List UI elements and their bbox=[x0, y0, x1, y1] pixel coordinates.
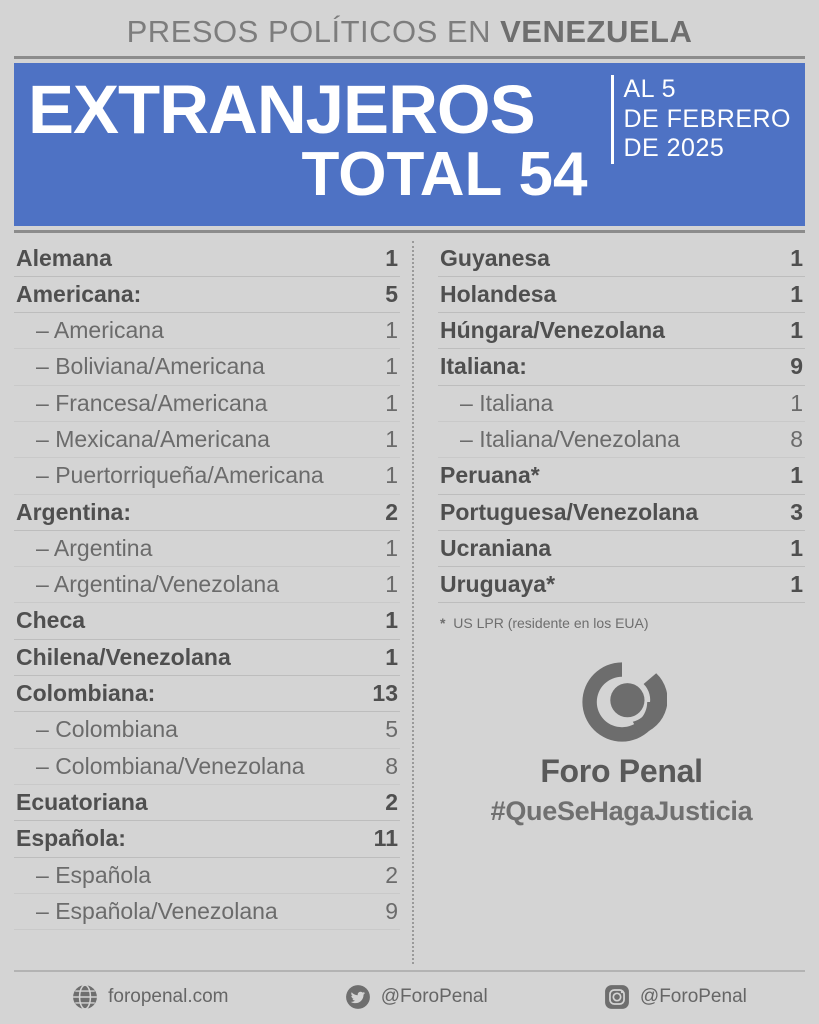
row-value: 5 bbox=[385, 280, 398, 307]
table-row bbox=[14, 495, 400, 531]
date-line-3: DE 2025 bbox=[623, 134, 725, 162]
table-row bbox=[438, 495, 805, 531]
table-row bbox=[14, 640, 400, 676]
table-row bbox=[14, 422, 400, 458]
row-value: 1 bbox=[385, 607, 398, 634]
row-value: 1 bbox=[790, 244, 803, 271]
row-value: 1 bbox=[790, 534, 803, 561]
table-row bbox=[438, 277, 805, 313]
table-row bbox=[14, 821, 400, 857]
title-banner bbox=[14, 63, 805, 226]
footer-website-label: foropenal.com bbox=[108, 986, 229, 1007]
row-value: 1 bbox=[385, 425, 398, 452]
date-line-2: DE FEBRERO bbox=[623, 104, 791, 133]
table-row bbox=[14, 749, 400, 785]
row-label: – Puertorriqueña/Americana bbox=[36, 463, 324, 488]
row-label: Ecuatoriana bbox=[16, 788, 148, 815]
footnote-star: * bbox=[440, 615, 446, 632]
table-row bbox=[14, 603, 400, 639]
row-value: 9 bbox=[385, 897, 398, 924]
banner-date bbox=[611, 75, 791, 164]
row-label: – Americana bbox=[36, 318, 164, 343]
instagram-icon bbox=[604, 984, 630, 1010]
footer-twitter[interactable] bbox=[345, 984, 488, 1010]
table-row bbox=[438, 241, 805, 277]
row-label: Española: bbox=[16, 825, 126, 852]
table-row bbox=[14, 313, 400, 349]
row-label: Checa bbox=[16, 607, 86, 634]
table-row bbox=[14, 676, 400, 712]
banner-text-block bbox=[28, 69, 605, 216]
row-label: – Colombiana bbox=[36, 717, 178, 742]
footnote bbox=[438, 603, 805, 631]
row-value: 1 bbox=[385, 462, 398, 489]
row-label: Peruana* bbox=[440, 462, 540, 489]
table-row bbox=[14, 785, 400, 821]
footer-instagram[interactable] bbox=[604, 984, 747, 1010]
footnote-text: US LPR (residente en los EUA) bbox=[453, 615, 649, 632]
table-row bbox=[14, 277, 400, 313]
row-value: 8 bbox=[790, 425, 803, 452]
footer-bar bbox=[14, 970, 805, 1024]
row-value: 1 bbox=[790, 317, 803, 344]
row-label: – Colombiana/Venezolana bbox=[36, 754, 305, 779]
right-column bbox=[412, 241, 805, 965]
page-kicker bbox=[14, 0, 805, 56]
footer-instagram-label: @ForoPenal bbox=[639, 986, 747, 1007]
row-label: Italiana: bbox=[440, 353, 527, 380]
table-row bbox=[438, 349, 805, 385]
kicker-prefix: PRESOS POLÍTICOS EN bbox=[126, 14, 501, 49]
row-value: 1 bbox=[790, 571, 803, 598]
row-label: Guyanesa bbox=[440, 244, 550, 271]
row-label: Ucraniana bbox=[440, 534, 552, 561]
row-value: 3 bbox=[790, 498, 803, 525]
footer-website[interactable] bbox=[72, 984, 228, 1010]
table-row bbox=[14, 894, 400, 930]
row-value: 2 bbox=[385, 788, 398, 815]
row-label: Colombiana: bbox=[16, 680, 156, 707]
row-value: 1 bbox=[385, 317, 398, 344]
row-label: – Francesa/Americana bbox=[36, 391, 267, 416]
row-value: 2 bbox=[385, 498, 398, 525]
row-label: Húngara/Venezolana bbox=[440, 317, 665, 344]
row-value: 1 bbox=[790, 280, 803, 307]
row-label: Uruguaya* bbox=[440, 571, 556, 598]
left-column bbox=[14, 241, 412, 965]
table-row bbox=[14, 567, 400, 603]
table-row bbox=[14, 349, 400, 385]
row-value: 5 bbox=[385, 716, 398, 743]
page-subtitle-total: TOTAL 54 bbox=[301, 140, 588, 210]
footer-twitter-label: @ForoPenal bbox=[380, 986, 488, 1007]
row-value: 1 bbox=[385, 389, 398, 416]
row-value: 11 bbox=[373, 825, 398, 852]
row-label: – Española bbox=[36, 863, 151, 888]
foro-penal-logo-icon bbox=[577, 657, 667, 747]
date-line-1: AL 5 bbox=[623, 75, 676, 103]
row-label: – Boliviana/Americana bbox=[36, 354, 265, 379]
row-label: – Argentina/Venezolana bbox=[36, 572, 279, 597]
row-value: 1 bbox=[385, 534, 398, 561]
row-label: Holandesa bbox=[440, 280, 557, 307]
brand-name: Foro Penal bbox=[540, 753, 703, 790]
table-row bbox=[438, 531, 805, 567]
table-row bbox=[14, 458, 400, 494]
row-value: 2 bbox=[385, 861, 398, 888]
row-label: – Italiana/Venezolana bbox=[460, 427, 680, 452]
table-row bbox=[438, 422, 805, 458]
table-row bbox=[14, 241, 400, 277]
kicker-country: VENEZUELA bbox=[500, 14, 693, 49]
row-value: 13 bbox=[372, 680, 398, 707]
globe-icon bbox=[72, 984, 98, 1010]
twitter-icon bbox=[345, 984, 371, 1010]
brand-hashtag: #QueSeHagaJusticia bbox=[490, 796, 753, 827]
row-label: – Española/Venezolana bbox=[36, 899, 278, 924]
row-label: – Mexicana/Americana bbox=[36, 427, 270, 452]
table-row bbox=[438, 458, 805, 494]
row-value: 1 bbox=[385, 244, 398, 271]
data-columns bbox=[14, 233, 805, 965]
row-value: 1 bbox=[385, 571, 398, 598]
page-title: EXTRANJEROS bbox=[28, 71, 535, 149]
table-row bbox=[14, 386, 400, 422]
row-value: 1 bbox=[385, 643, 398, 670]
row-value: 1 bbox=[385, 353, 398, 380]
row-value: 1 bbox=[790, 462, 803, 489]
table-row bbox=[438, 567, 805, 603]
row-label: – Italiana bbox=[460, 391, 553, 416]
table-row bbox=[438, 313, 805, 349]
table-row bbox=[14, 858, 400, 894]
row-label: Argentina: bbox=[16, 498, 131, 525]
row-label: Portuguesa/Venezolana bbox=[440, 498, 699, 525]
brand-block bbox=[438, 657, 805, 827]
table-row bbox=[14, 712, 400, 748]
header-divider bbox=[14, 56, 805, 59]
table-row bbox=[438, 386, 805, 422]
row-label: Alemana bbox=[16, 244, 112, 271]
row-value: 9 bbox=[790, 353, 803, 380]
row-value: 1 bbox=[790, 389, 803, 416]
row-label: Americana: bbox=[16, 280, 142, 307]
row-label: – Argentina bbox=[36, 536, 152, 561]
row-value: 8 bbox=[385, 752, 398, 779]
row-label: Chilena/Venezolana bbox=[16, 643, 231, 670]
table-row bbox=[14, 531, 400, 567]
